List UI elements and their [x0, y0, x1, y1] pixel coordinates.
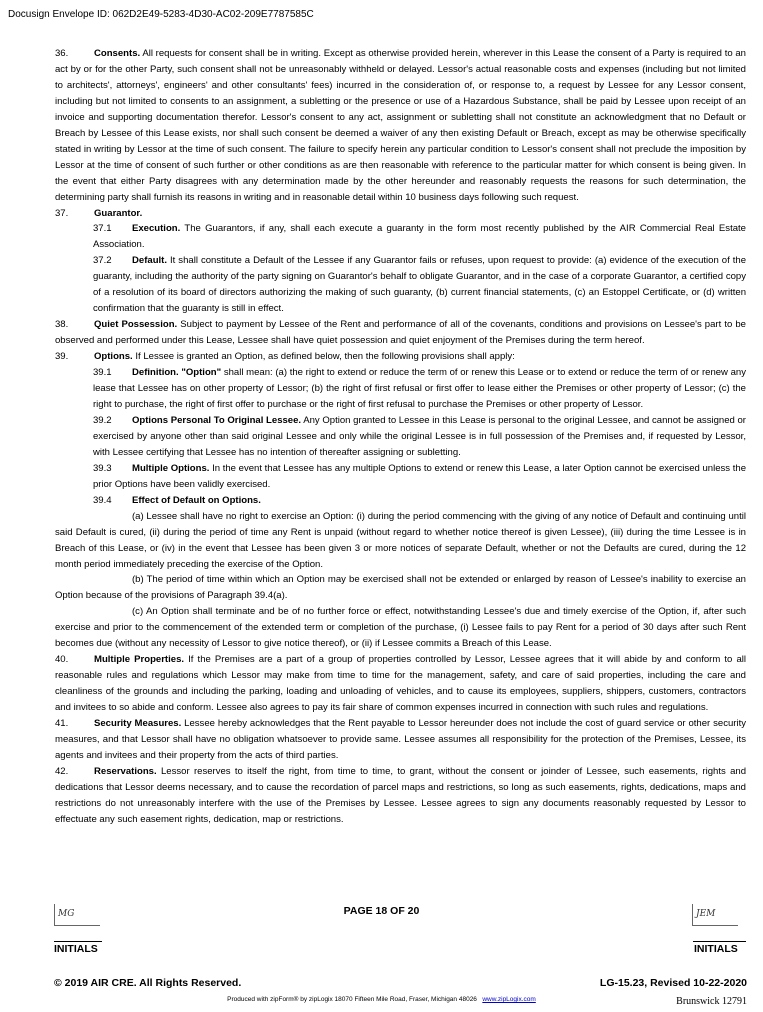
section-36 [55, 46, 746, 206]
envelope-id: Docusign Envelope ID: 062D2E49-5283-4D30-AC02-209E7787585C [8, 9, 314, 20]
section-39-2 [55, 413, 746, 461]
section-text: Lessee hereby acknowledges that the Rent payable to Lessor hereunder does not include the cost of guard service or other security measures, and that Lessor shall have no obligation whatsoever to provide same. Lessee assumes all responsibility for the protection of the Premises, Lessee, its agents and invitees and their property from the acts of third parties. [55, 718, 746, 761]
file-reference: Brunswick 12791 [676, 996, 747, 1007]
section-37-1 [55, 221, 746, 253]
section-39-4-a: (a) Lessee shall have no right to exercise an Option: (i) during the period commencing with the giving of any notice of Default and continuing until said Default is cured, (ii) during the period of time any Rent is unpaid (without regard to whether notice thereof is given Lessee), (iii) during the time Lessee is in Breach of this Lease, or (iv) in the event that Lessee has been given 3 or more notices of separate Default, whether or not the Defaults are cured, during the 12 month period immediately preceding the exercise of the Option. [55, 510, 746, 570]
section-number: 36. [55, 48, 69, 59]
initials-rule-right [693, 941, 746, 942]
section-39-1 [55, 365, 746, 413]
section-41 [55, 716, 746, 764]
section-text: Subject to payment by Lessee of the Rent and performance of all of the covenants, conditions and provisions on Lessee's part to be observed and performed under this Lease, Lessee shall have quiet possession and quiet enjoyment of the Premises during the term hereof. [55, 319, 746, 347]
section-number: 38. [55, 319, 69, 331]
subsection-number: 39.4 [93, 494, 112, 506]
section-heading: Guarantor. [94, 207, 143, 219]
subsection-heading: Effect of Default on Options. [132, 494, 261, 506]
section-text: Lessor reserves to itself the right, from time to time, to grant, without the consent or joinder of Lessee, such easements, rights and dedications that Lessor deems necessary, and to cause the recordation of parcel maps and restrictions, so long as such easements, rights, dedications, maps and restrictions do not unreasonably interfere with the use of the Premises by Lessee. Lessee agrees to sign any documents reasonably requested by Lessor to effectuate any such easement rights, dedication, map or restrictions. [55, 765, 747, 825]
lease-body [55, 46, 746, 828]
initials-signature-right: JEM [696, 909, 716, 919]
subsection-number: 37.1 [93, 223, 112, 235]
section-number: 39. [55, 351, 69, 363]
section-38 [55, 317, 746, 349]
subsection-text: In the event that Lessee has any multiple Options to extend or renew this Lease, a later Option cannot be exercised unless the prior Options have been validly exercised. [93, 462, 746, 490]
section-39-4 [55, 493, 746, 509]
section-39-4-c: (c) An Option shall terminate and be of no further force or effect, notwithstanding Lessee's due and timely exercise of the Option, if, after such exercise and prior to the commencement of the extended term or completion of the purchase, (i) Lessee fails to pay Rent for a period of 30 days after such Rent becomes due (without any necessity of Lessor to give notice thereof), or (ii) if Lessee commits a Breach of this Lease. [55, 606, 746, 650]
section-number: 37. [55, 207, 69, 219]
subsection-heading: Multiple Options. [132, 462, 210, 474]
produced-text: Produced with zipForm® by zipLogix 18070 Fifteen Mile Road, Fraser, Michigan 48026 [227, 996, 477, 1003]
subsection-heading: Options Personal To Original Lessee. [132, 414, 302, 426]
section-39-4-b: (b) The period of time within which an Option may be exercised shall not be extended or enlarged by reason of Lessee's inability to exercise an Option because of the provisions of Paragraph 39.4(a). [55, 574, 746, 602]
section-heading: Reservations. [94, 765, 157, 777]
section-number: 41. [55, 718, 69, 730]
initials-label-right: INITIALS [694, 943, 738, 955]
initials-field-right[interactable] [692, 904, 738, 926]
initials-signature-left: MG [58, 909, 75, 919]
section-text: All requests for consent shall be in writing. Except as otherwise provided herein, wherever in this Lease the consent of a Party is required to an act by or for the other Party, such consent shall not be unreasonably withheld or delayed. Lessor's actual reasonable costs and expenses (including but not limited to architects', attorneys', engineers' and other consultants' fees) incurred in the consideration of, or response to, a request by Lessee for any Lessor consent, including but not limited to consents to an assignment, a subletting or the presence or use of a Hazardous Substance, shall be paid by Lessee upon receipt of an invoice and supporting documentation therefor. Lessor's consent to any act, assignment or subletting shall not constitute an acknowledgment that no Default or Breach by Lessee of this Lease exists, nor shall such consent be deemed a waiver of any then existing Default or Breach, except as may be otherwise specifically stated in writing by Lessor at the time of such consent. The failure to specify herein any particular condition to Lessor's consent shall not preclude the imposition by Lessor at the time of consent of such further or other conditions as are then reasonable with reference to the particular matter for which consent is being given. In the event that either Party disagrees with any determination made by the other hereunder and reasonably requests the reasons for such determination, the determining party shall furnish its reasons in writing and in reasonable detail within 10 business days following such request. [55, 48, 746, 203]
form-id: LG-15.23, Revised 10-22-2020 [599, 977, 747, 989]
ziplogix-link[interactable]: www.zipLogix.com [482, 996, 536, 1003]
subsection-number: 39.2 [93, 414, 112, 426]
section-39-3 [55, 461, 746, 493]
section-42 [55, 764, 746, 828]
subsection-heading: Execution. [132, 223, 181, 235]
section-heading: Multiple Properties. [94, 654, 185, 666]
section-heading: Consents. [94, 48, 141, 59]
section-text: If the Premises are a part of a group of properties controlled by Lessor, Lessee agrees that it will abide by and conform to all reasonable rules and regulations which Lessor may make from time to time for the management, safety, and care of said properties, including the care and cleanliness of the grounds and including the parking, loading and unloading of vehicles, and to cause its employees, suppliers, shippers, customers, contractors and invitees to so abide and conform. Lessee also agrees to pay its fair share of common expenses incurred in connection with such rules and regulations. [55, 654, 746, 714]
subsection-number: 39.1 [93, 367, 112, 379]
section-40 [55, 652, 746, 716]
initials-rule-left [54, 941, 102, 942]
subsection-text: Any Option granted to Lessee in this Lease is personal to the original Lessee, and cannot be assigned or exercised by anyone other than said original Lessee and only while the original Lessee is in full possession of the Premises and, if requested by Lessor, with Lessee certifying that Lessee has no intention of thereafter assigning or subletting. [93, 414, 746, 458]
section-39 [55, 349, 746, 365]
subsection-number: 37.2 [93, 255, 112, 267]
section-text: If Lessee is granted an Option, as defined below, then the following provisions shall apply: [135, 351, 515, 363]
section-heading: Quiet Possession. [94, 319, 178, 331]
subsection-heading: Definition. "Option" [132, 367, 222, 379]
produced-by [0, 996, 763, 1003]
page-number: PAGE 18 OF 20 [343, 905, 420, 917]
section-number: 40. [55, 654, 69, 666]
copyright: © 2019 AIR CRE. All Rights Reserved. [54, 977, 242, 989]
subsection-text: shall mean: (a) the right to extend or reduce the term of or renew this Lease or to extend or reduce the term of or renew any lease that Lessee has on other property of Lessor; (b) the right of first refusal or first offer to lease either the Premises or other property of Lessor; (c) the right to purchase, the right of first offer to purchase or the right of first refusal to purchase the Premises or other property of Lessor. [93, 367, 747, 410]
section-number: 42. [55, 765, 69, 777]
section-heading: Security Measures. [94, 718, 182, 730]
initials-label-left: INITIALS [54, 943, 98, 955]
section-37-2 [55, 253, 746, 317]
section-heading: Options. [94, 351, 133, 363]
subsection-text: The Guarantors, if any, shall each execute a guaranty in the form most recently published by the AIR Commercial Real Estate Association. [93, 223, 746, 251]
subsection-number: 39.3 [93, 462, 112, 474]
subsection-text: It shall constitute a Default of the Lessee if any Guarantor fails or refuses, upon request to provide: (a) evidence of the execution of the guaranty, including the authority of the party signing on Guarantor's behalf to obligate Guarantor, and in the case of a corporate Guarantor, a certified copy of a resolution of its board of directors authorizing the making of such guaranty, (b) current financial statements, (c) an Estoppel Certificate, or (d) written confirmation that the guaranty is still in effect. [93, 255, 747, 315]
subsection-heading: Default. [132, 255, 168, 267]
section-37 [55, 206, 746, 222]
